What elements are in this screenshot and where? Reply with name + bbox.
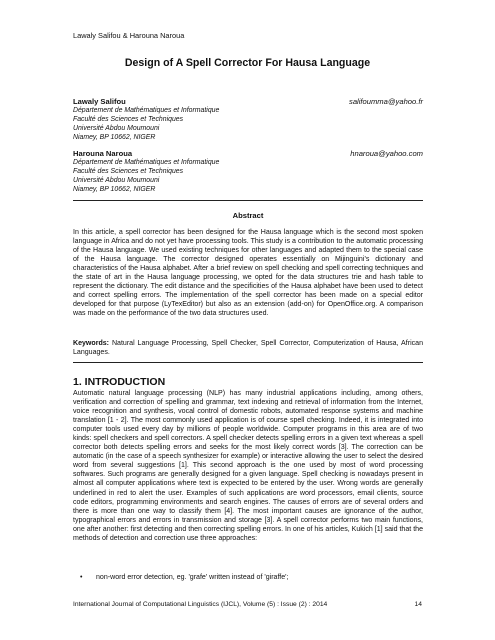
paper-title: Design of A Spell Corrector For Hausa Language <box>124 57 371 69</box>
affiliation-line: Université Abdou Moumouni <box>73 124 160 132</box>
author-name: Lawaly Salifou <box>73 97 126 106</box>
keywords-label: Keywords: <box>73 340 110 347</box>
affiliation-line: Faculté des Sciences et Techniques <box>73 115 184 123</box>
author-block-1 <box>73 97 423 143</box>
divider <box>73 200 423 201</box>
affiliation-line: Niamey, BP 10662, NIGER <box>73 133 156 141</box>
abstract-text: In this article, a spell corrector has been designed for the Hausa language which is the second most spoken language in Africa and do not yet have processing tools. This study is a contribution to the automatic processing of the Hausa language. We used existing techniques for other languages and adapted them to the special case of the Hausa language. The corrector designed operates essentially on Mijinguini’s dictionary and characteristics of the Hausa alphabet. After a brief review on spell checking and spell correcting techniques and the state of art in the Hausa language processing, we opted for the data structures trie and hash table to represent the dictionary. The edit distance and the specificities of the Hausa alphabet have been used to detect and correct spelling errors. The implementation of the spell corrector has been made on a special editor developed for that purpose (LyTexEditor) but also as an extension (add-on) for OpenOffice.org. A comparison was made on the performance of the two data structures used. <box>73 229 423 318</box>
bullet-icon: • <box>80 574 83 581</box>
journal-footer: International Journal of Computational Linguistics (IJCL), Volume (5) : Issue (2) : 2014 <box>73 601 328 608</box>
abstract-heading: Abstract <box>232 211 264 220</box>
affiliation-line: Faculté des Sciences et Techniques <box>73 167 184 175</box>
page-number: 14 <box>414 601 422 608</box>
introduction-text: Automatic natural language processing (NLP) has many industrial applications including, among others, verification and correction of spelling and grammar, text indexing and retrieval of information from the Internet, voice recognition and synthesis, vocal control of domestic robots, automated response systems and machine translation [1 - 2]. The most commonly used application is of course spell checking. Indeed, it is integrated into computer tools used every day by millions of people worldwide. Computer programs in this area are of two kinds: spell checkers and spell correctors. A spell checker detects spelling errors in a given text whereas a spell corrector both detects spelling errors and seeks for the most likely correct words [3]. The correction can be automatic (in the case of a speech synthesizer for example) or interactive allowing the user to select the desired word from several suggestions [1]. This second approach is the one used by most of word processing softwares. Such programs are generally designed for a given language. Spell checking is nowadays present in almost all computer applications where text is expected to be entered by the user. Wrong words are generally underlined in red to alert the user. Examples of such applications are word processors, email clients, source code editors, programming environments and search engines. The causes of errors are of several orders and there is more than one way to classify them [4]. The most important causes are ignorance of the author, typographical errors and errors in transmission and storage [3]. A spell corrector performs two main functions, one after another: first detecting and then correcting spelling errors. In one of his articles, Kukich [1] said that the methods of detection and correction use three approaches: <box>73 390 423 542</box>
author-email: hnaroua@yahoo.com <box>350 149 423 158</box>
list-item <box>80 573 423 582</box>
list-item-text: non-word error detection, eg. 'grafe' written instead of 'giraffe'; <box>96 574 289 581</box>
affiliation-line: Niamey, BP 10662, NIGER <box>73 185 156 193</box>
affiliation-line: Université Abdou Moumouni <box>73 176 160 184</box>
affiliation-line: Département de Mathématiques et Informatique <box>73 107 220 114</box>
section-heading-introduction: 1. INTRODUCTION <box>73 376 166 388</box>
author-block-2 <box>73 149 423 195</box>
affiliation-line: Département de Mathématiques et Informatique <box>73 159 220 166</box>
keywords-text: Natural Language Processing, Spell Checker, Spell Corrector, Computerization of Hausa, African Languages. <box>73 340 423 357</box>
author-email: salifoumma@yahoo.fr <box>349 97 423 106</box>
keywords <box>73 339 423 357</box>
divider <box>73 362 423 363</box>
author-name: Harouna Naroua <box>73 149 133 158</box>
running-head: Lawaly Salifou & Harouna Naroua <box>73 31 185 40</box>
